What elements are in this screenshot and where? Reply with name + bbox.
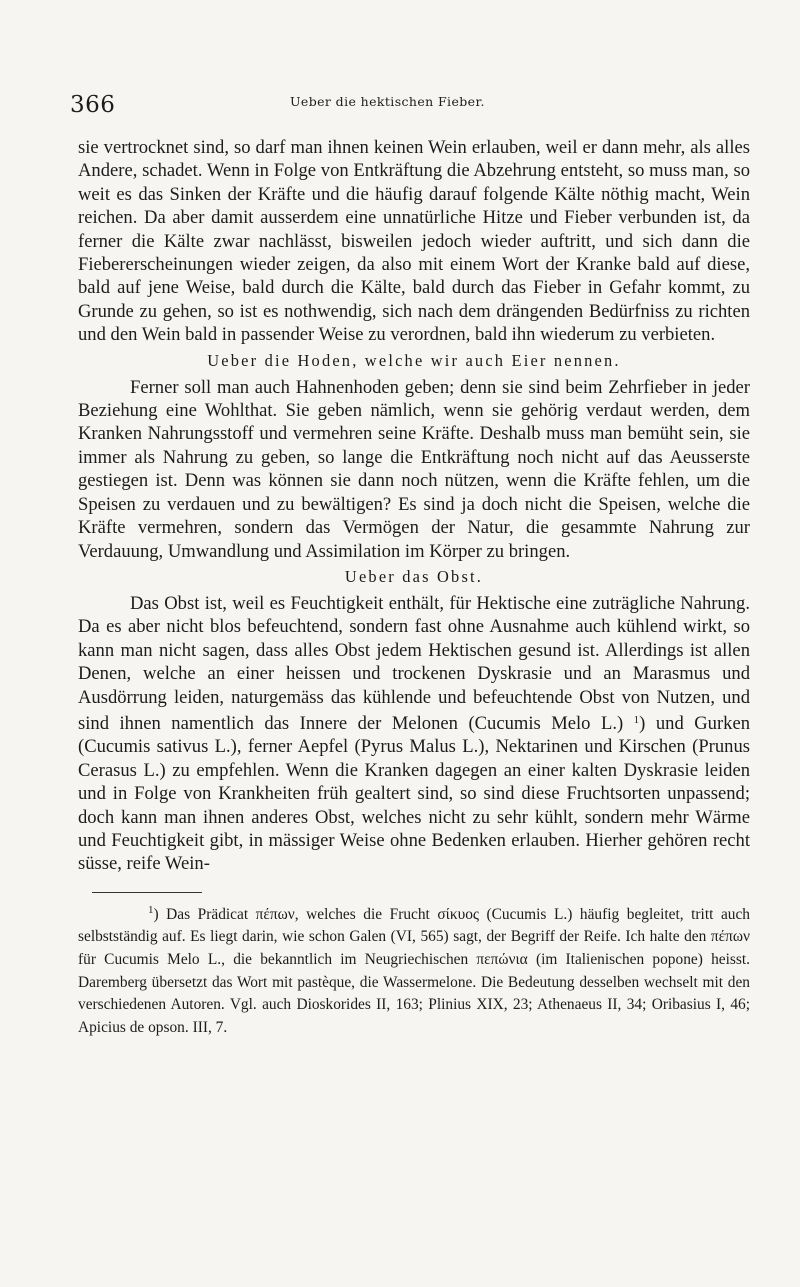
footnote-marker: 1 (148, 903, 154, 916)
section-heading-hoden: Ueber die Hoden, welche wir auch Eier nennen. (207, 350, 621, 370)
footnote-text (78, 899, 750, 1040)
main-text (78, 136, 750, 876)
section-heading-obst: Ueber das Obst. (344, 566, 484, 586)
footnote (78, 899, 750, 1040)
footnote-body: ) Das Prädicat πέπων, welches die Frucht σίκυος (Cucumis L.) häufig begleitet, tritt auch selbstständig auf. Es liegt darin, wie schon Galen (VI, 565) sagt, der Begriff der Reife. Ich halte den πέπων für Cucumis Melo L., die bekanntlich im Neugriechischen πεπώνια (im Italienischen popone) heisst. Daremberg übersetzt das Wort mit pastèque, die Wassermelone. Die Bedeutung desselben wechselt mit den verschiedenen Autoren. Vgl. auch Dioskorides II, 163; Plinius XIX, 23; Athenaeus II, 34; Oribasius I, 46; Apicius de opson. III, 7. (78, 905, 750, 1036)
footnote-reference: 1 (633, 713, 640, 726)
page-number: 366 (70, 92, 116, 118)
paragraph-hoden: Ferner soll man auch Hahnenhoden geben; denn sie sind beim Zehrfieber in jeder Beziehung eine Wohlthat. Sie geben nämlich, wenn sie gehörig verdaut werden, dem Kranken Nahrungsstoff und vermehren seine Kräfte. Deshalb muss man bemüht sein, sie immer als Nahrung zu geben, so lange die Entkräftung noch nicht auf das Aeusserste gestiegen ist. Denn was können sie dann noch nützen, wenn die Kräfte fehlen, um die Speisen zu verdauen und zu bewältigen? Es sind ja doch nicht die Speisen, welche die Kräfte vermehren, sondern das Vermögen der Natur, die gesammte Nahrung zur Verdauung, Umwandlung und Assimilation im Körper zu bringen. (78, 376, 750, 562)
paragraph-obst-part1: Das Obst ist, weil es Feuchtigkeit enthält, für Hektische eine zuträgliche Nahrung. Da es aber nicht blos befeuchtend, sondern fast ohne Ausnahme auch kühlend wirkt, so kann man nicht sagen, dass alles Obst jedem Hektischen gesund ist. Allerdings ist allen Denen, welche an einer heissen und trockenen Dyskrasie und an Marasmus und Ausdörrung leiden, naturgemäss das kühlende und befeuchtende Obst von Nutzen, und sind ihnen namentlich das Innere der Melonen (Cucumis Melo L.) (78, 592, 750, 734)
paragraph-obst-part2: ) und Gurken (Cucumis sativus L.), ferner Aepfel (Pyrus Malus L.), Nektarinen und Kirschen (Prunus Cerasus L.) zu empfehlen. Wenn die Kranken dagegen an einer kalten Dyskrasie leiden und in Folge von Krankheiten früh gealtert sind, so sind diese Fruchtsorten unpassend; doch kann man ihnen anderes Obst, welches nicht zu sehr kühlt, sondern mehr Wärme und Feuchtigkeit gibt, in mässiger Weise ohne Bedenken erlauben. Hierher gehören recht süsse, reife Wein- (78, 712, 750, 875)
footnote-rule (92, 892, 202, 893)
page-header (70, 88, 750, 128)
paragraph-obst (78, 592, 750, 876)
paragraph-continuation: sie vertrocknet sind, so darf man ihnen keinen Wein erlauben, weil er dann mehr, als alles Andere, schadet. Wenn in Folge von Entkräftung die Abzehrung entsteht, so muss man, so weit es das Sinken der Kräfte und die häufig darauf folgende Kälte nöthig macht, Wein reichen. Da aber damit ausserdem eine unnatürliche Hitze und Fieber verbunden ist, da ferner die Kälte zwar nachlässt, bisweilen jedoch wieder auftritt, und sich dann die Fiebererscheinungen wieder zeigen, da also mit einem Wort der Kranke bald auf diese, bald auf jene Weise, bald durch die Kälte, bald durch das Fieber in Gefahr kommt, zu Grunde zu gehen, so ist es nothwendig, sich nach dem drängenden Bedürfniss zu richten und den Wein bald in passender Weise zu verordnen, bald ihn wiederum zu verbieten. (78, 137, 750, 346)
running-head: Ueber die hektischen Fieber. (290, 94, 485, 109)
